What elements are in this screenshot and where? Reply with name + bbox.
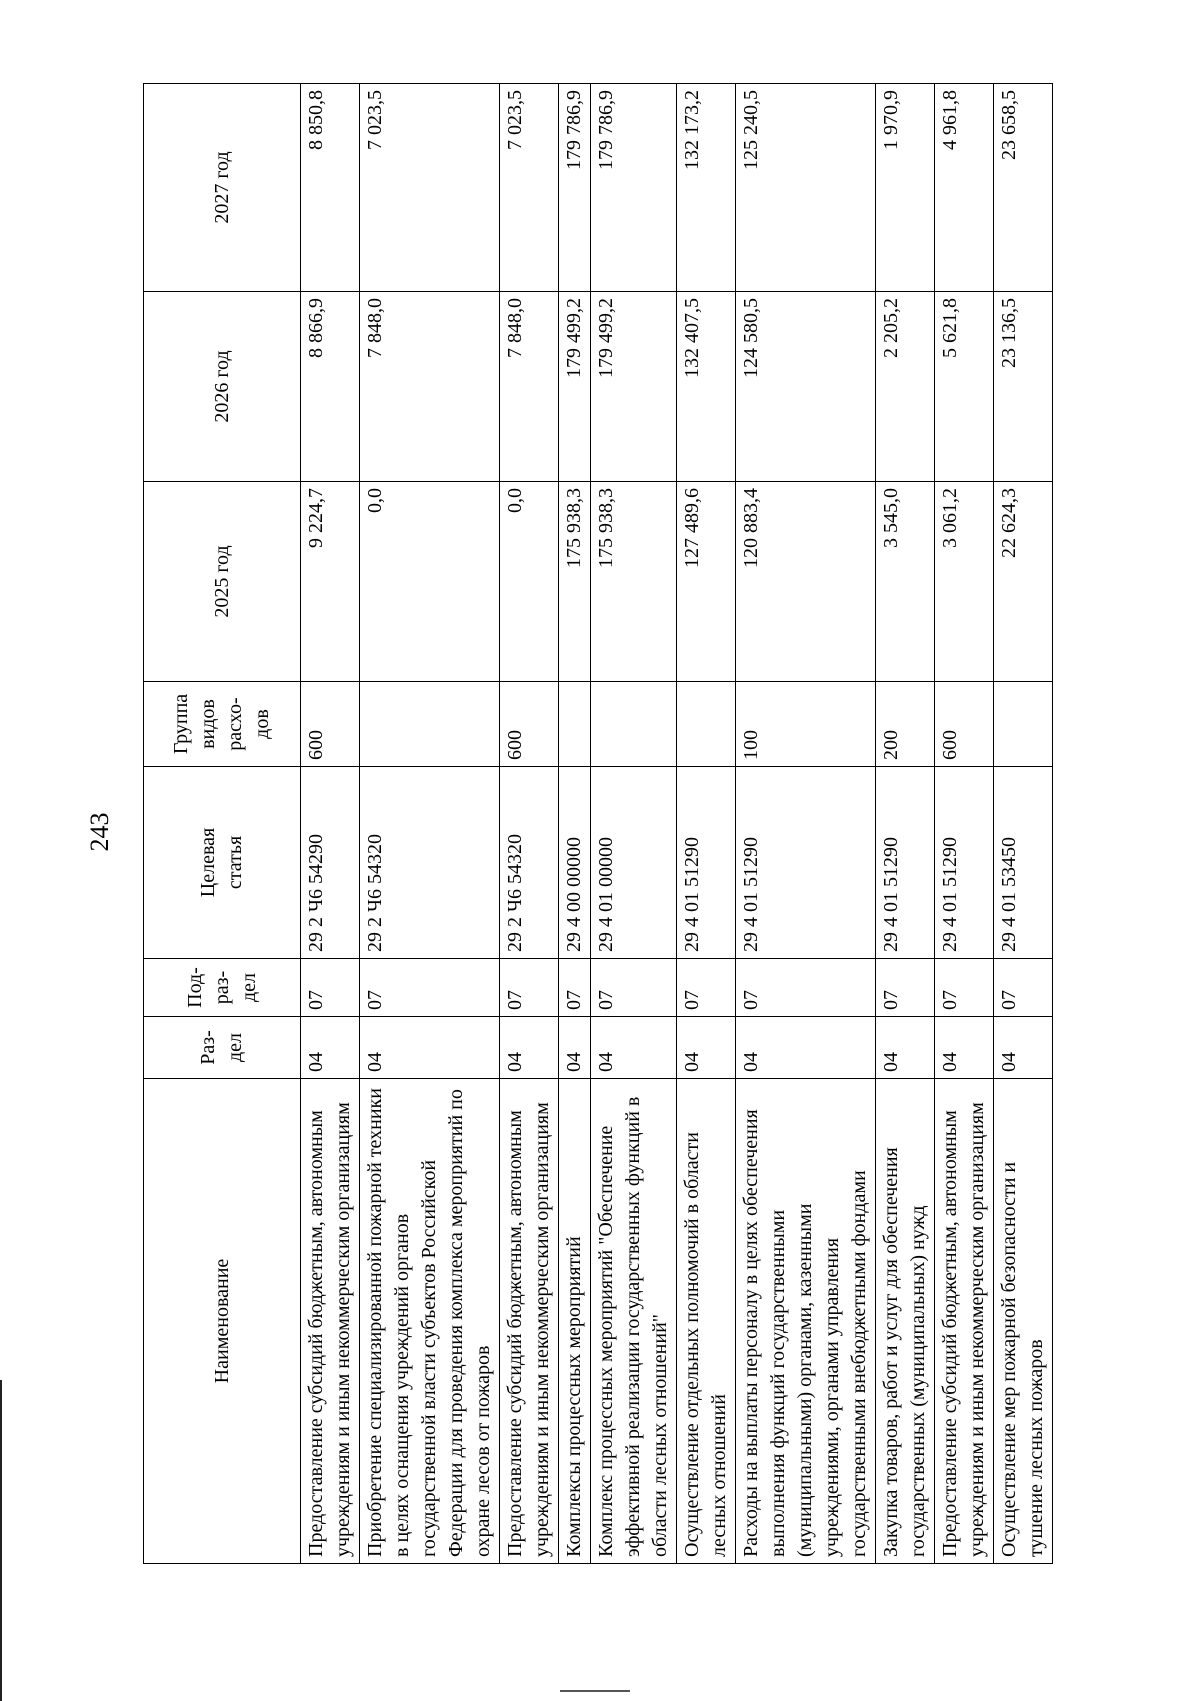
cell-y2025: 3 545,0 (876, 482, 935, 682)
cell-razdel: 04 (994, 1017, 1053, 1079)
table-row (500, 84, 559, 1564)
cell-y2026: 179 499,2 (591, 292, 677, 482)
cell-statya: 29 4 01 51290 (935, 767, 994, 959)
cell-gruppa: 100 (736, 682, 876, 767)
cell-y2025: 175 938,3 (559, 482, 591, 682)
cell-razdel: 04 (935, 1017, 994, 1079)
header-2026: 2026 год (144, 292, 301, 482)
cell-razdel: 04 (736, 1017, 876, 1079)
cell-razdel: 04 (677, 1017, 736, 1079)
cell-y2026: 7 848,0 (500, 292, 559, 482)
cell-y2026: 8 866,9 (301, 292, 360, 482)
cell-razdel: 04 (591, 1017, 677, 1079)
cell-y2025: 0,0 (500, 482, 559, 682)
page-number: 243 (85, 812, 114, 852)
cell-gruppa (591, 682, 677, 767)
rotated-page-content (143, 84, 1061, 1564)
table-row (677, 84, 736, 1564)
cell-name: Предоставление субсидий бюджетным, автономным учреждениям и иным некоммерческим организациям (935, 1079, 994, 1564)
cell-y2026: 179 499,2 (559, 292, 591, 482)
cell-y2026: 5 621,8 (935, 292, 994, 482)
header-row (144, 84, 301, 1564)
cell-y2025: 127 489,6 (677, 482, 736, 682)
cell-gruppa (677, 682, 736, 767)
cell-statya: 29 2 Ч6 54320 (500, 767, 559, 959)
table-row (591, 84, 677, 1564)
cell-statya: 29 4 01 53450 (994, 767, 1053, 959)
cell-y2027: 8 850,8 (301, 84, 360, 292)
header-name: Наименование (144, 1079, 301, 1564)
cell-y2026: 23 136,5 (994, 292, 1053, 482)
cell-y2025: 120 883,4 (736, 482, 876, 682)
cell-y2027: 7 023,5 (500, 84, 559, 292)
cell-name: Закупка товаров, работ и услуг для обеспечения государственных (муниципальных) нужд (876, 1079, 935, 1564)
cell-name: Приобретение специализированной пожарной техники в целях оснащения учреждений органов государственной власти субъектов Российской Федерации для проведения комплекса мероприятий по охране лесов от пожаров (360, 1079, 500, 1564)
cell-razdel: 04 (876, 1017, 935, 1079)
cell-name: Осуществление отдельных полномочий в области лесных отношений (677, 1079, 736, 1564)
cell-statya: 29 4 00 00000 (559, 767, 591, 959)
header-podrazdel: Под- раз- дел (144, 959, 301, 1017)
table-row (736, 84, 876, 1564)
cell-name: Предоставление субсидий бюджетным, автономным учреждениям и иным некоммерческим организациям (500, 1079, 559, 1564)
cell-y2025: 0,0 (360, 482, 500, 682)
cell-gruppa (994, 682, 1053, 767)
cell-podrazdel: 07 (360, 959, 500, 1017)
cell-y2027: 125 240,5 (736, 84, 876, 292)
cell-razdel: 04 (301, 1017, 360, 1079)
cell-name: Предоставление субсидий бюджетным, автономным учреждениям и иным некоммерческим организациям (301, 1079, 360, 1564)
cell-name: Расходы на выплаты персоналу в целях обеспечения выполнения функций государственными (муниципальными) органами, казенными учреждениями, органами управления государственными внебюджетными фондами (736, 1079, 876, 1564)
table-row (994, 84, 1053, 1564)
cell-gruppa: 200 (876, 682, 935, 767)
cell-y2025: 3 061,2 (935, 482, 994, 682)
cell-y2027: 132 173,2 (677, 84, 736, 292)
cell-name: Комплексы процессных мероприятий (559, 1079, 591, 1564)
cell-statya: 29 4 01 51290 (677, 767, 736, 959)
cell-statya: 29 2 Ч6 54290 (301, 767, 360, 959)
cell-podrazdel: 07 (994, 959, 1053, 1017)
cell-y2027: 179 786,9 (559, 84, 591, 292)
cell-podrazdel: 07 (876, 959, 935, 1017)
cell-y2025: 175 938,3 (591, 482, 677, 682)
cell-statya: 29 4 01 51290 (736, 767, 876, 959)
cell-name: Осуществление мер пожарной безопасности и тушение лесных пожаров (994, 1079, 1053, 1564)
scan-edge-line (0, 1380, 2, 1701)
header-gruppa: Группа видов расхо- дов (144, 682, 301, 767)
header-2025: 2025 год (144, 482, 301, 682)
header-2027: 2027 год (144, 84, 301, 292)
cell-y2025: 9 224,7 (301, 482, 360, 682)
table-row (935, 84, 994, 1564)
table-row (301, 84, 360, 1564)
cell-y2027: 4 961,8 (935, 84, 994, 292)
cell-podrazdel: 07 (500, 959, 559, 1017)
cell-podrazdel: 07 (935, 959, 994, 1017)
cell-podrazdel: 07 (559, 959, 591, 1017)
cell-podrazdel: 07 (301, 959, 360, 1017)
cell-gruppa (360, 682, 500, 767)
table-body (301, 84, 1053, 1564)
cell-y2027: 7 023,5 (360, 84, 500, 292)
cell-gruppa: 600 (301, 682, 360, 767)
header-statya: Целевая статья (144, 767, 301, 959)
cell-podrazdel: 07 (677, 959, 736, 1017)
cell-podrazdel: 07 (736, 959, 876, 1017)
cell-statya: 29 4 01 00000 (591, 767, 677, 959)
budget-table (143, 83, 1053, 1564)
cell-gruppa: 600 (935, 682, 994, 767)
cell-statya: 29 4 01 51290 (876, 767, 935, 959)
cell-razdel: 04 (559, 1017, 591, 1079)
cell-y2026: 124 580,5 (736, 292, 876, 482)
cell-statya: 29 2 Ч6 54320 (360, 767, 500, 959)
cell-gruppa: 600 (500, 682, 559, 767)
cell-razdel: 04 (360, 1017, 500, 1079)
cell-y2025: 22 624,3 (994, 482, 1053, 682)
cell-name: Комплекс процессных мероприятий "Обеспечение эффективной реализации государственных функций в области лесных отношений" (591, 1079, 677, 1564)
header-razdel: Раз- дел (144, 1017, 301, 1079)
cell-razdel: 04 (500, 1017, 559, 1079)
cell-podrazdel: 07 (591, 959, 677, 1017)
cell-gruppa (559, 682, 591, 767)
table-row (360, 84, 500, 1564)
cell-y2027: 23 658,5 (994, 84, 1053, 292)
table-row (876, 84, 935, 1564)
table-row (559, 84, 591, 1564)
cell-y2026: 7 848,0 (360, 292, 500, 482)
cell-y2026: 132 407,5 (677, 292, 736, 482)
cell-y2027: 179 786,9 (591, 84, 677, 292)
cell-y2026: 2 205,2 (876, 292, 935, 482)
cell-y2027: 1 970,9 (876, 84, 935, 292)
scan-edge-mark (560, 1690, 630, 1692)
